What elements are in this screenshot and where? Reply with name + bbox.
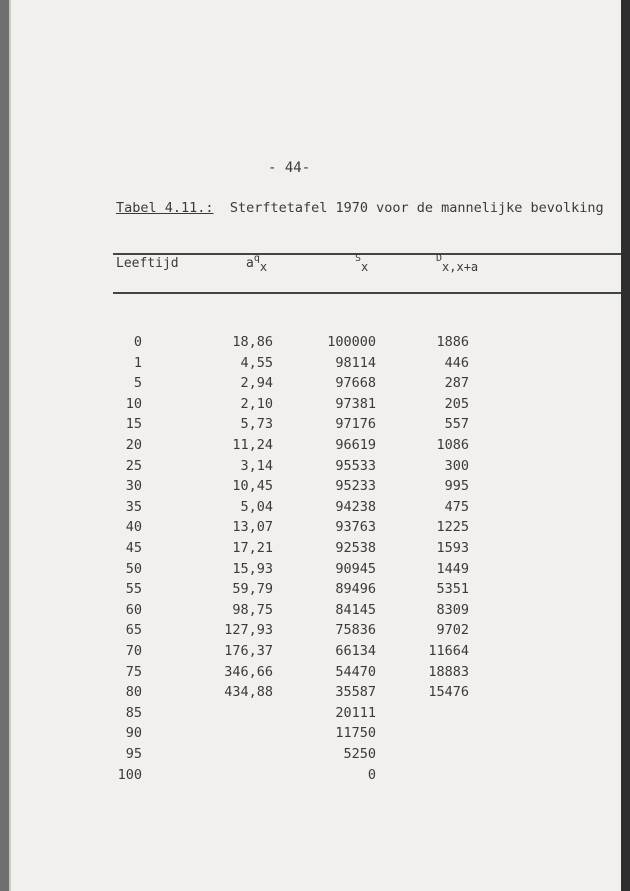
cell-aqx: 15,93 [232,560,273,577]
cell-sx: 90945 [335,560,376,577]
table-row [0,416,630,436]
cell-d: 18883 [428,663,469,680]
cell-sx: 5250 [343,746,376,762]
cell-d: 205 [444,395,469,412]
table-row [0,767,630,787]
cell-age: 50 [125,560,142,577]
table-row [0,746,630,766]
table-row [0,540,630,560]
cell-sx: 98114 [335,354,376,371]
cell-d: 11664 [428,643,469,659]
cell-d: 1886 [436,334,469,350]
cell-age: 35 [125,498,142,515]
cell-aqx: 18,86 [232,334,273,350]
header-d [436,253,479,274]
header-sx [355,253,369,274]
cell-age: 90 [125,725,142,742]
cell-d: 1086 [436,437,469,453]
table-row [0,355,630,375]
cell-d: 9702 [436,622,469,639]
cell-sx: 100000 [327,334,376,350]
table-row [0,458,630,478]
cell-sx: 97668 [335,375,376,392]
cell-age: 45 [125,540,142,556]
header-bottom-rule [113,292,621,294]
header-aqx [246,253,268,274]
cell-sx: 54470 [335,663,376,680]
header-d-sup: D [436,253,443,264]
cell-aqx: 17,21 [232,540,273,556]
header-aqx-sup: q [253,253,260,264]
cell-age: 5 [133,375,142,392]
cell-age: 30 [125,478,142,495]
cell-d: 5351 [436,581,469,598]
cell-sx: 20111 [335,704,376,721]
page-number: - 44- [268,160,311,176]
table-label: Tabel 4.11.: [116,200,214,216]
cell-age: 25 [125,457,142,474]
table-row [0,437,630,457]
cell-sx: 95533 [335,457,376,474]
cell-aqx: 127,93 [224,622,273,639]
cell-sx: 93763 [335,519,376,536]
cell-age: 85 [125,704,142,721]
cell-age: 10 [125,395,142,412]
cell-age: 15 [125,416,142,433]
table-title [116,200,604,216]
cell-aqx: 346,66 [224,663,273,680]
cell-age: 80 [125,684,142,701]
cell-sx: 11750 [335,725,376,742]
cell-aqx: 176,37 [224,643,273,659]
cell-sx: 0 [367,766,376,783]
table-row [0,622,630,642]
cell-d: 1449 [436,560,469,577]
header-d-sub: x,x+a [442,260,479,274]
table-row [0,334,630,354]
cell-age: 60 [125,601,142,618]
cell-sx: 94238 [335,498,376,515]
cell-age: 70 [125,643,142,659]
cell-sx: 84145 [335,601,376,618]
table-row [0,375,630,395]
cell-aqx: 11,24 [232,437,273,453]
cell-aqx: 3,14 [240,457,273,474]
table-row [0,602,630,622]
cell-sx: 96619 [335,437,376,453]
cell-age: 100 [117,766,142,783]
table-row [0,499,630,519]
cell-d: 995 [444,478,469,495]
cell-aqx: 13,07 [232,519,273,536]
cell-d: 300 [444,457,469,474]
header-sx-sub: x [361,260,369,274]
cell-sx: 95233 [335,478,376,495]
table-row [0,396,630,416]
cell-d: 1593 [436,540,469,556]
table-row [0,664,630,684]
cell-age: 40 [125,519,142,536]
cell-aqx: 5,04 [240,498,273,515]
cell-d: 8309 [436,601,469,618]
table-row [0,561,630,581]
table-row [0,643,630,663]
cell-sx: 89496 [335,581,376,598]
table-row [0,581,630,601]
cell-sx: 97176 [335,416,376,433]
table-row [0,478,630,498]
header-aqx-pre: a [246,256,254,271]
header-age: Leeftijd [116,256,179,271]
cell-aqx: 434,88 [224,684,273,701]
cell-age: 65 [125,622,142,639]
cell-d: 15476 [428,684,469,701]
table-row [0,725,630,745]
cell-d: 1225 [436,519,469,536]
cell-sx: 66134 [335,643,376,659]
cell-aqx: 98,75 [232,601,273,618]
cell-sx: 92538 [335,540,376,556]
cell-age: 95 [125,746,142,762]
cell-age: 0 [133,334,142,350]
table-row [0,705,630,725]
cell-sx: 35587 [335,684,376,701]
cell-sx: 97381 [335,395,376,412]
cell-d: 446 [444,354,469,371]
cell-age: 20 [125,437,142,453]
cell-sx: 75836 [335,622,376,639]
table-row [0,684,630,704]
cell-age: 55 [125,581,142,598]
cell-d: 557 [444,416,469,433]
table-caption: Sterftetafel 1970 voor de mannelijke bevolking [229,200,604,216]
header-aqx-sub: x [259,260,268,274]
cell-aqx: 2,94 [240,375,273,392]
cell-aqx: 2,10 [240,395,273,412]
cell-aqx: 5,73 [240,416,273,433]
cell-aqx: 4,55 [240,354,273,371]
cell-age: 75 [125,663,142,680]
cell-aqx: 10,45 [232,478,273,495]
cell-age: 1 [133,354,142,371]
header-sx-sup: S [355,253,362,264]
cell-d: 475 [444,498,469,515]
cell-d: 287 [444,375,469,392]
cell-aqx: 59,79 [232,581,273,598]
header-top-rule [113,253,621,255]
table-row [0,519,630,539]
